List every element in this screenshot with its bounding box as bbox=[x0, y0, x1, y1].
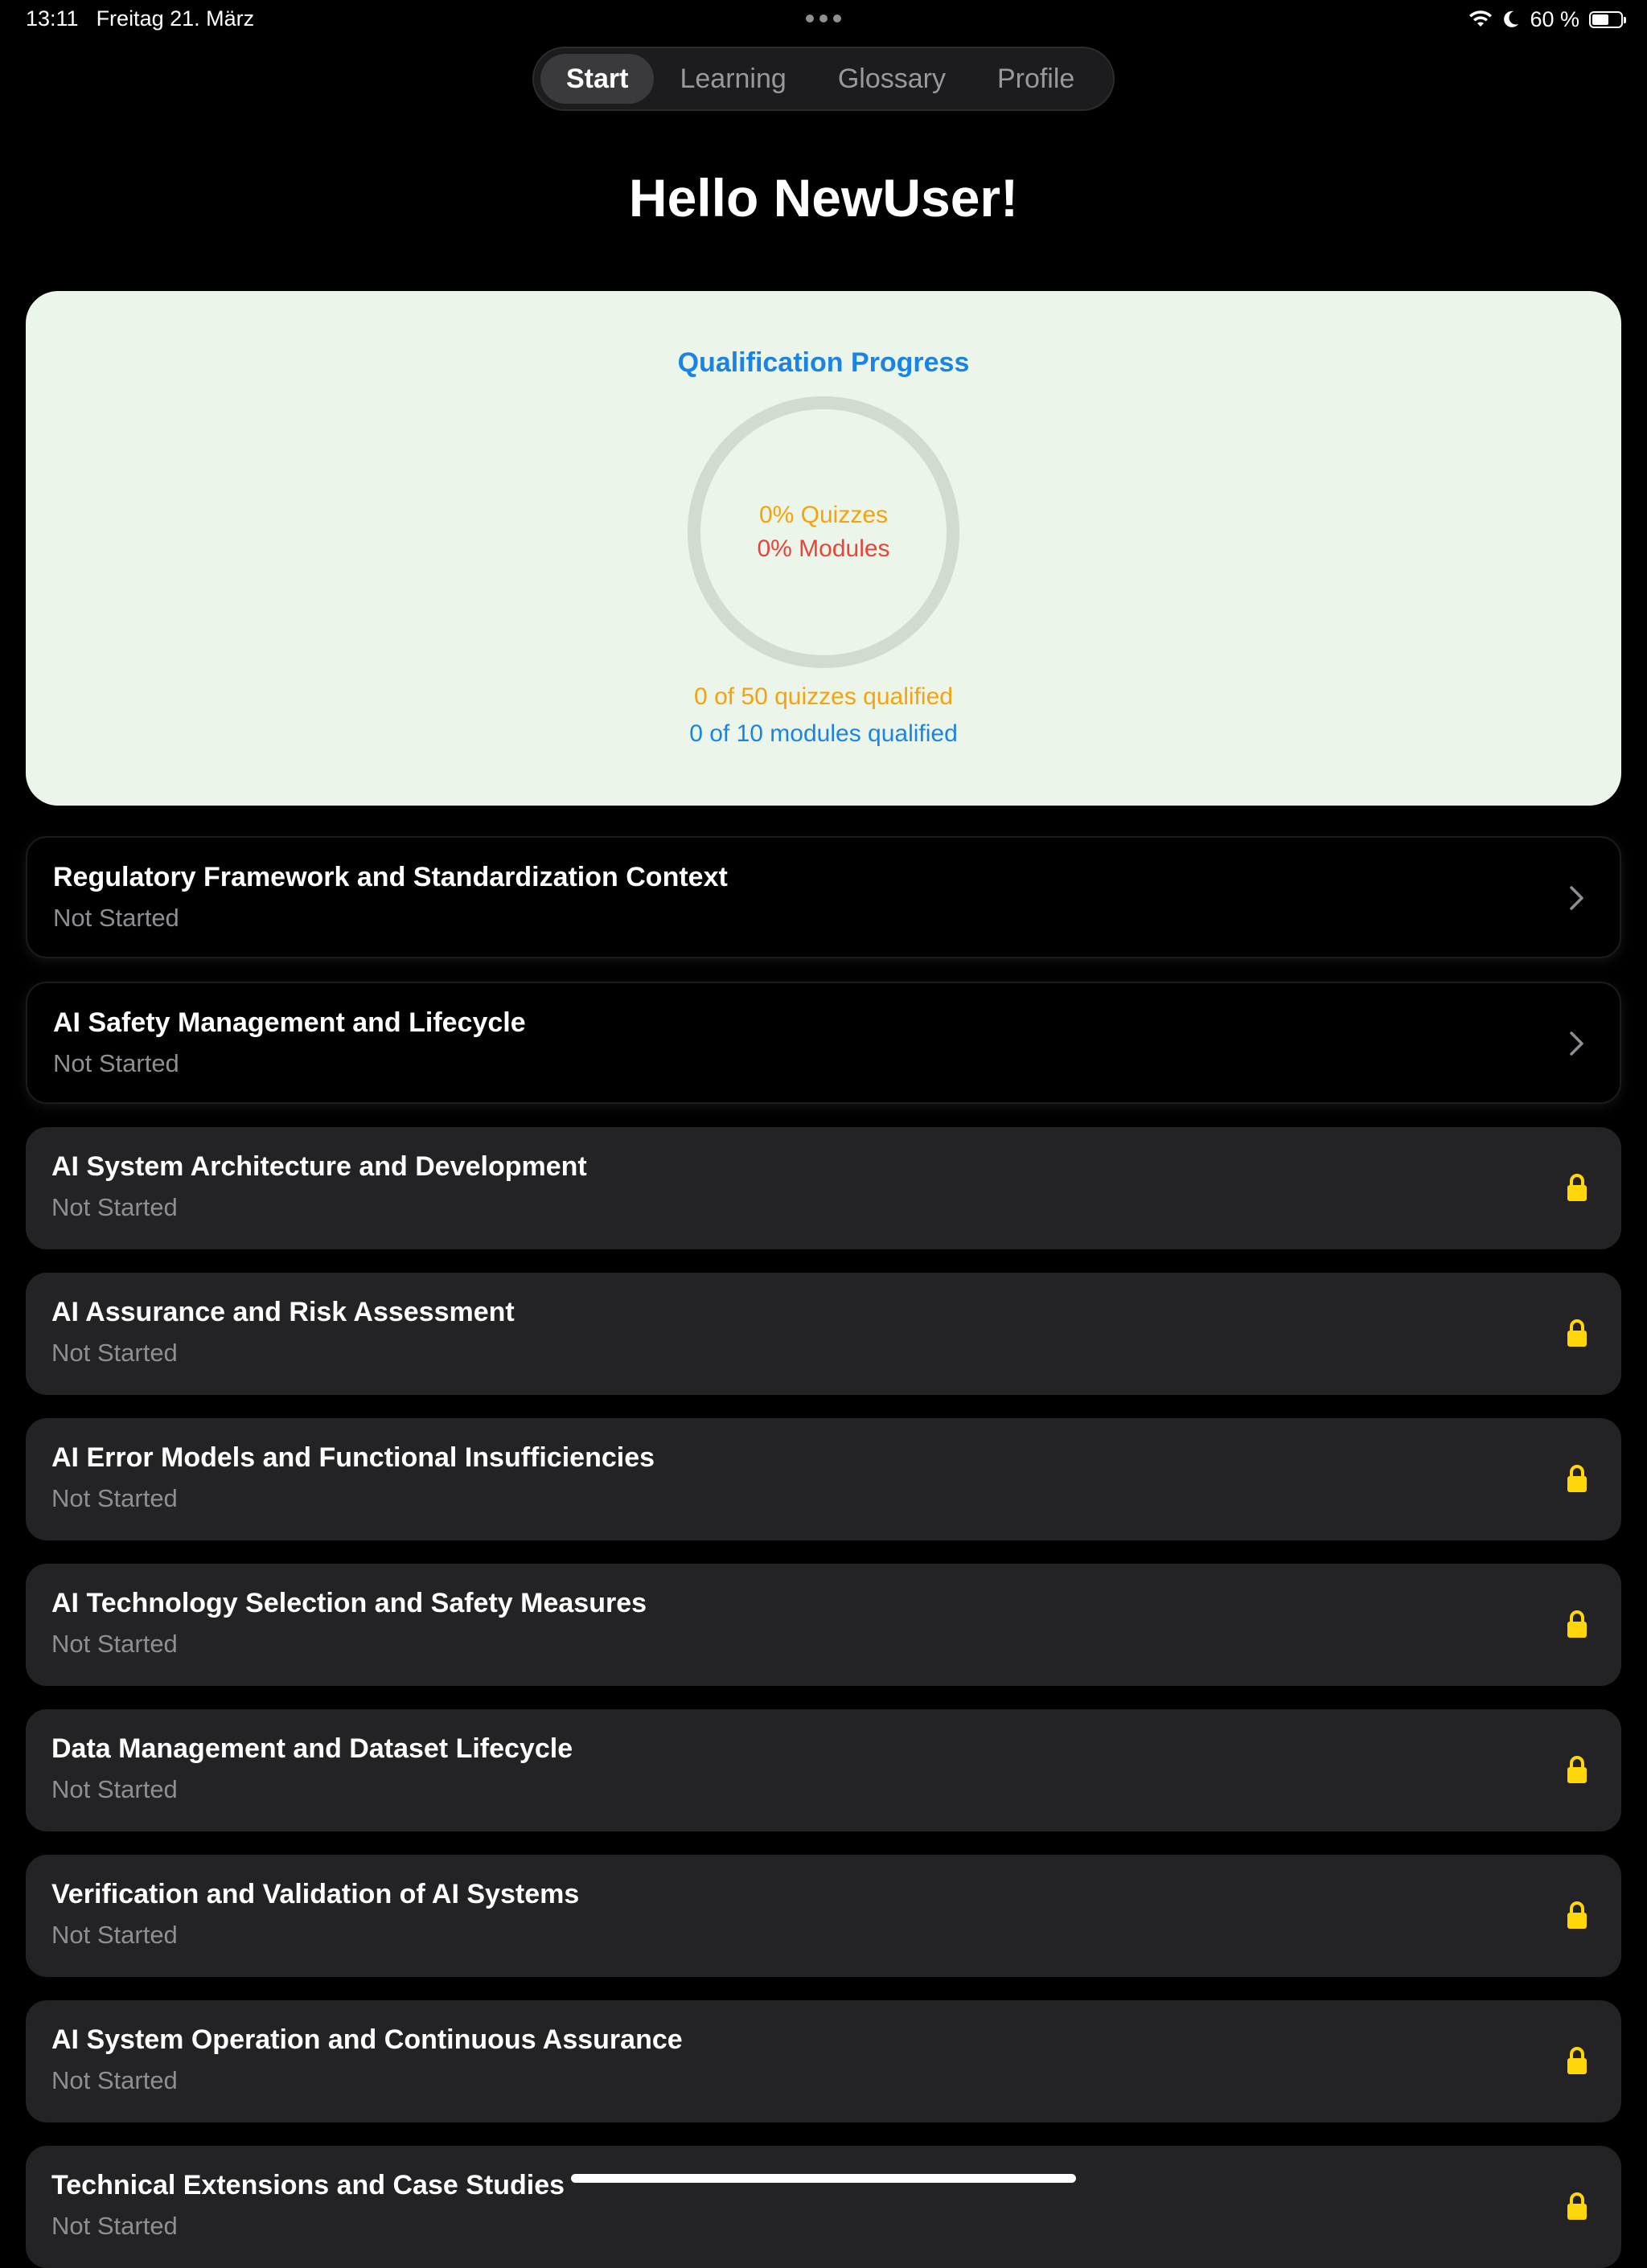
tab-learning[interactable]: Learning bbox=[680, 63, 787, 94]
module-title: Regulatory Framework and Standardization Context bbox=[53, 862, 728, 892]
modules-qualified-count: 0 of 10 modules qualified bbox=[689, 720, 958, 747]
battery-level bbox=[1592, 14, 1608, 25]
lock-icon bbox=[1557, 1604, 1597, 1644]
greeting-title: Hello NewUser! bbox=[628, 168, 1019, 228]
module-title: AI Assurance and Risk Assessment bbox=[51, 1297, 515, 1327]
module-card-locked[interactable] bbox=[26, 1564, 1621, 1686]
lock-icon bbox=[1557, 2040, 1597, 2081]
module-card-locked[interactable] bbox=[26, 2146, 1621, 2268]
module-card-locked[interactable] bbox=[26, 1127, 1621, 1249]
lock-icon bbox=[1557, 1167, 1597, 1208]
moon-icon bbox=[1502, 10, 1520, 29]
quizzes-percent: 0% Quizzes bbox=[758, 502, 889, 528]
segmented-tab-bar bbox=[532, 47, 1115, 111]
module-status: Not Started bbox=[53, 1049, 179, 1077]
battery-icon bbox=[1589, 11, 1623, 28]
module-status: Not Started bbox=[51, 1193, 178, 1221]
module-title: Data Management and Dataset Lifecycle bbox=[51, 1733, 573, 1764]
module-card-locked[interactable] bbox=[26, 1418, 1621, 1540]
module-card-locked[interactable] bbox=[26, 1273, 1621, 1395]
module-title: Technical Extensions and Case Studies bbox=[51, 2170, 565, 2200]
module-status: Not Started bbox=[51, 2066, 178, 2094]
module-card-locked[interactable] bbox=[26, 1855, 1621, 1977]
lock-icon bbox=[1557, 1895, 1597, 1935]
module-status: Not Started bbox=[51, 1484, 178, 1512]
multitasking-dots-icon[interactable] bbox=[806, 14, 841, 23]
tab-profile[interactable]: Profile bbox=[996, 63, 1075, 94]
module-status: Not Started bbox=[53, 904, 179, 932]
lock-icon bbox=[1557, 2186, 1597, 2226]
module-status: Not Started bbox=[51, 1775, 178, 1803]
module-title: AI System Operation and Continuous Assurance bbox=[51, 2024, 683, 2055]
module-card[interactable] bbox=[26, 982, 1621, 1104]
chevron-right-icon bbox=[1555, 878, 1596, 918]
module-card[interactable] bbox=[26, 836, 1621, 958]
lock-icon bbox=[1557, 1313, 1597, 1353]
module-card-locked[interactable] bbox=[26, 1709, 1621, 1831]
module-card-locked[interactable] bbox=[26, 2000, 1621, 2122]
module-title: Verification and Validation of AI Systems bbox=[51, 1879, 580, 1909]
status-time-date bbox=[26, 6, 254, 31]
module-status: Not Started bbox=[51, 1921, 178, 1949]
chevron-right-icon bbox=[1555, 1023, 1596, 1064]
progress-ring-labels bbox=[687, 396, 960, 669]
module-title: AI Error Models and Functional Insufficiencies bbox=[51, 1442, 655, 1473]
wifi-icon bbox=[1468, 10, 1493, 29]
status-time: 13:11 bbox=[26, 6, 79, 31]
module-status: Not Started bbox=[51, 1630, 178, 1658]
tab-start[interactable]: Start bbox=[540, 54, 654, 104]
lock-icon bbox=[1557, 1458, 1597, 1499]
modules-percent: 0% Modules bbox=[757, 535, 890, 562]
module-title: AI System Architecture and Development bbox=[51, 1151, 587, 1182]
lock-icon bbox=[1557, 1749, 1597, 1790]
home-indicator[interactable] bbox=[571, 2174, 1076, 2183]
status-indicators bbox=[1459, 6, 1623, 32]
battery-percent: 60 % bbox=[1530, 6, 1579, 31]
progress-title: Qualification Progress bbox=[677, 347, 970, 378]
module-status: Not Started bbox=[51, 1339, 178, 1367]
qualification-progress-card bbox=[26, 291, 1621, 806]
status-date: Freitag 21. März bbox=[96, 6, 255, 31]
quizzes-qualified-count: 0 of 50 quizzes qualified bbox=[694, 683, 953, 710]
tab-glossary[interactable]: Glossary bbox=[837, 63, 946, 94]
module-title: AI Safety Management and Lifecycle bbox=[53, 1007, 526, 1038]
status-bar bbox=[0, 0, 1647, 40]
module-status: Not Started bbox=[51, 2212, 178, 2240]
module-title: AI Technology Selection and Safety Measures bbox=[51, 1588, 647, 1618]
